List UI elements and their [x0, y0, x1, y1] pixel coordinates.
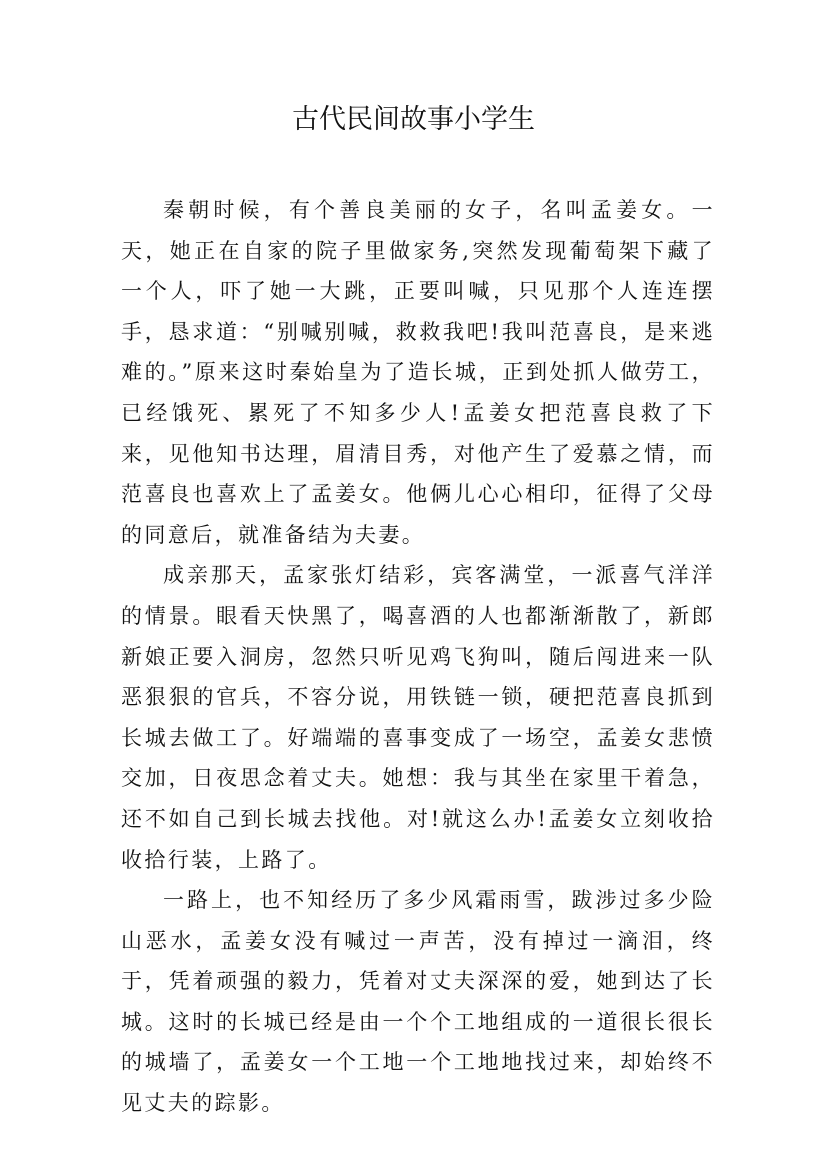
- document-title: 古代民间故事小学生: [292, 104, 535, 135]
- document-body: [121, 190, 715, 1124]
- paragraph: 秦朝时候，有个善良美丽的女子，名叫孟姜女。一天，她正在自家的院子里做家务,突然发现葡萄架下藏了一个人，吓了她一大跳，正要叫喊，只见那个人连连摆手，恳求道：“别喊别喊，救救我吧!我叫范喜良，是来逃难的。”原来这时秦始皇为了造长城，正到处抓人做劳工，已经饿死、累死了不知多少人!孟姜女把范喜良救了下来，见他知书达理，眉清目秀，对他产生了爱慕之情，而范喜良也喜欢上了孟姜女。他俩儿心心相印，征得了父母的同意后，就准备结为夫妻。: [121, 198, 715, 547]
- paragraph: 成亲那天，孟家张灯结彩，宾客满堂，一派喜气洋洋的情景。眼看天快黑了，喝喜酒的人也都渐渐散了，新郎新娘正要入洞房，忽然只听见鸡飞狗叫，随后闯进来一队恶狠狠的官兵，不容分说，用铁链一锁，硬把范喜良抓到长城去做工了。好端端的喜事变成了一场空，孟姜女悲愤交加，日夜思念着丈夫。她想：我与其坐在家里干着急，还不如自己到长城去找他。对!就这么办!孟姜女立刻收拾收拾行装，上路了。: [121, 563, 715, 872]
- paragraph: 一路上，也不知经历了多少风霜雨雪，跋涉过多少险山恶水，孟姜女没有喊过一声苦，没有掉过一滴泪，终于，凭着顽强的毅力，凭着对丈夫深深的爱，她到达了长城。这时的长城已经是由一个个工地组成的一道很长很长的城墙了，孟姜女一个工地一个工地地找过来，却始终不见丈夫的踪影。: [121, 888, 715, 1116]
